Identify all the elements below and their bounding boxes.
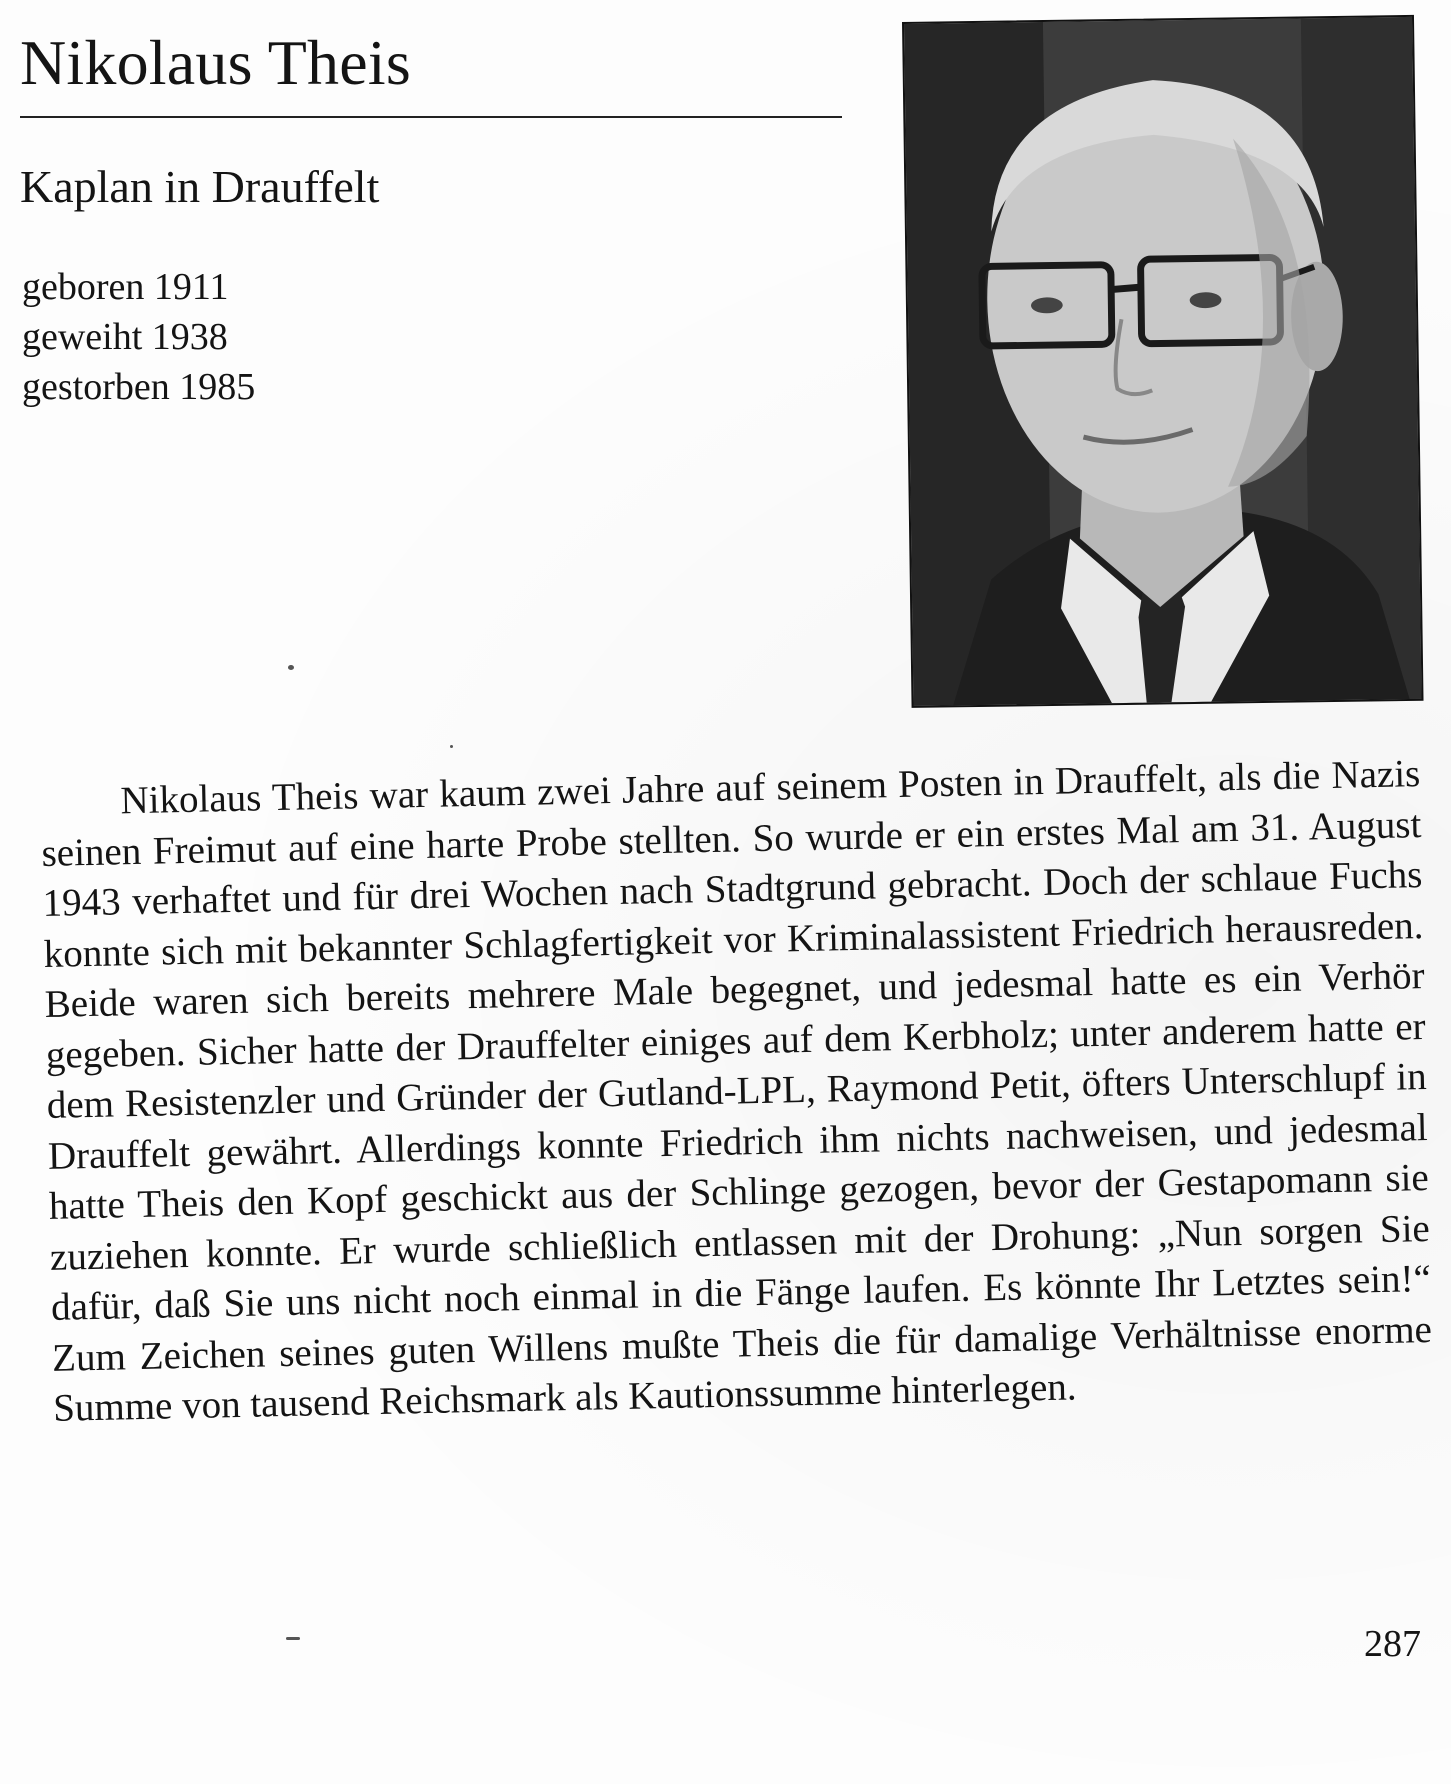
portrait-icon bbox=[904, 17, 1421, 706]
ordination-date: geweiht 1938 bbox=[22, 316, 228, 358]
body-paragraph: Nikolaus Theis war kaum zwei Jahre auf seinem Posten in Drauffelt, als die Nazis seinen Freimut auf eine harte Probe stellten. So wurde er ein erstes Mal am 31. August 1943 verhaftet und für drei Wochen nach Stadtgrund gebracht. Doch der schlaue Fuchs konnte sich mit bekannter Schlagfertigkeit vor Kriminalassistent Friedrich herausreden. Beide waren sich bereits mehrere Male begegnet, und jedesmal hatte es ein Verhör gegeben. Sicher hatte der Drauffelter einiges auf dem Kerbholz; unter anderem hatte er dem Resistenzler und Gründer der Gutland-LPL, Raymond Petit, öfters Unterschlupf in Drauffelt gewährt. Allerdings konnte Friedrich ihm nichts nachweisen, und jedesmal hatte Theis den Kopf geschickt aus der Schlinge gezogen, bevor der Gestapomann sie zuziehen konnte. Er wurde schließlich entlassen mit der Drohung: „Nun sorgen Sie dafür, daß Sie uns nicht noch einmal in die Fänge laufen. Es könnte Ihr Letztes sein!“ Zum Zeichen seines guten Willens mußte Theis die für damalige Verhältnisse enorme Summe von tausend Reichsmark als Kautionssumme hinterlegen. bbox=[41, 752, 1433, 1430]
scan-speck bbox=[286, 1637, 300, 1640]
death-date: gestorben 1985 bbox=[22, 366, 256, 408]
subtitle: Kaplan in Drauffelt bbox=[20, 161, 380, 212]
page-number: 287 bbox=[1364, 1623, 1421, 1665]
scan-speck bbox=[288, 665, 294, 670]
page-title: Nikolaus Theis bbox=[20, 27, 411, 98]
bio-dates bbox=[22, 262, 255, 412]
birth-date: geboren 1911 bbox=[22, 266, 229, 308]
portrait-photo bbox=[902, 15, 1424, 708]
scan-speck bbox=[450, 745, 453, 748]
title-divider bbox=[20, 116, 842, 118]
